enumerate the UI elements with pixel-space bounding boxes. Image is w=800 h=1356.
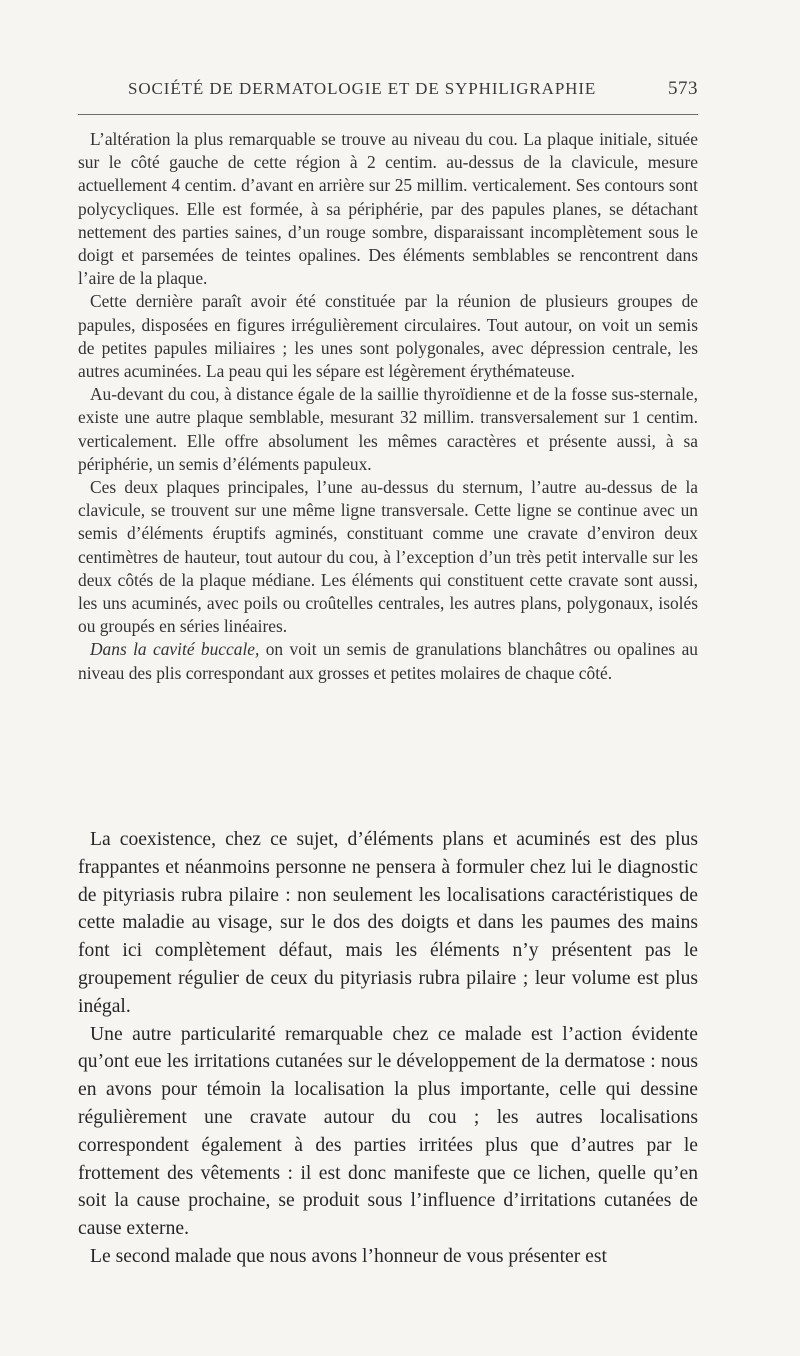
small-print-section [78,128,698,685]
paragraph-irritation: Une autre particularité remarquable chez ce malade est l’action évidente qu’ont eue les irritations cutanées sur le développement de la dermatose : nous en avons pour témoin la localisation la plus importante, celle qui dessine régulièrement une cravate autour du cou ; les autres localisations correspondent également à des parties irritées plus que d’autres par le frottement des vêtements : il est donc manifeste que ce lichen, quelle qu’en soit la cause prochaine, se produit sous l’influence d’irritations cutanées de cause externe. [78,1023,698,1240]
header-rule [78,114,698,115]
paragraph-neck-lesion: L’altération la plus remarquable se trouve au niveau du cou. La plaque initiale, située sur le côté gauche de cette région à 2 centim. au-dessus de la clavicule, mesure actuellement 4 centim. d’avant en arrière sur 25 millim. verticalement. Ses contours sont polycycliques. Elle est formée, à sa périphérie, par des papules planes, se détachant nettement des parties saines, d’un rouge sombre, disparaissant incomplètement sous le doigt et parsemées de teintes opalines. Des éléments semblables se rencontrent dans l’aire de la plaque. [78,129,698,289]
main-text-section [78,826,698,1271]
italic-lead: Dans la cavité buccale, [90,639,260,660]
paragraph-front-neck-plaque: Au-devant du cou, à distance égale de la saillie thyroïdienne et de la fosse sus-sternale, existe une autre plaque semblable, mesurant 32 millim. transversalement sur 1 centim. verticalement. Elle offre absolument les mêmes caractères et présente aussi, à sa périphérie, un semis d’éléments papuleux. [78,384,698,474]
paragraph-buccal-rest: on voit un semis de granulations blanchâtres ou opalines au niveau des plis correspondant aux grosses et petites molaires de chaque côté. [78,639,698,683]
header-title: SOCIÉTÉ DE DERMATOLOGIE ET DE SYPHILIGRAPHIE [128,79,597,98]
paragraph-buccal-cavity [78,638,698,684]
paragraph-second-patient: Le second malade que nous avons l’honneur de vous présenter est [90,1245,607,1267]
paragraph-cravat: Ces deux plaques principales, l’une au-dessus du sternum, l’autre au-dessus de la clavicule, se trouvent sur une même ligne transversale. Cette ligne se continue avec un semis d’éléments éruptifs agminés, constituant comme une cravate d’environ deux centimètres de hauteur, tout autour du cou, à l’exception d’un très petit intervalle sur les deux côtés de la plaque médiane. Les éléments qui constituent cette cravate sont aussi, les uns acuminés, avec poils ou croûtelles centrales, les autres plans, polygonaux, isolés ou groupés en séries linéaires. [78,477,698,637]
paragraph-coexistence: La coexistence, chez ce sujet, d’éléments plans et acuminés est des plus frappantes et néanmoins personne ne pensera à formuler chez lui le diagnostic de pityriasis rubra pilaire : non seulement les localisations caractéristiques de cette maladie au visage, sur le dos des doigts et dans les paumes des mains font ici complètement défaut, mais les éléments n’y présentent pas le groupement régulier de ceux du pityriasis rubra pilaire ; leur volume est plus inégal. [78,829,698,1017]
paragraph-papule-groups: Cette dernière paraît avoir été constituée par la réunion de plusieurs groupes de papules, disposées en figures irrégulièrement circulaires. Tout autour, on voit un semis de petites papules miliaires ; les unes sont polygonales, avec dépression centrale, les autres acuminées. La peau qui les sépare est légèrement érythémateuse. [78,291,698,382]
running-header [128,78,698,100]
page-number: 573 [668,78,698,99]
